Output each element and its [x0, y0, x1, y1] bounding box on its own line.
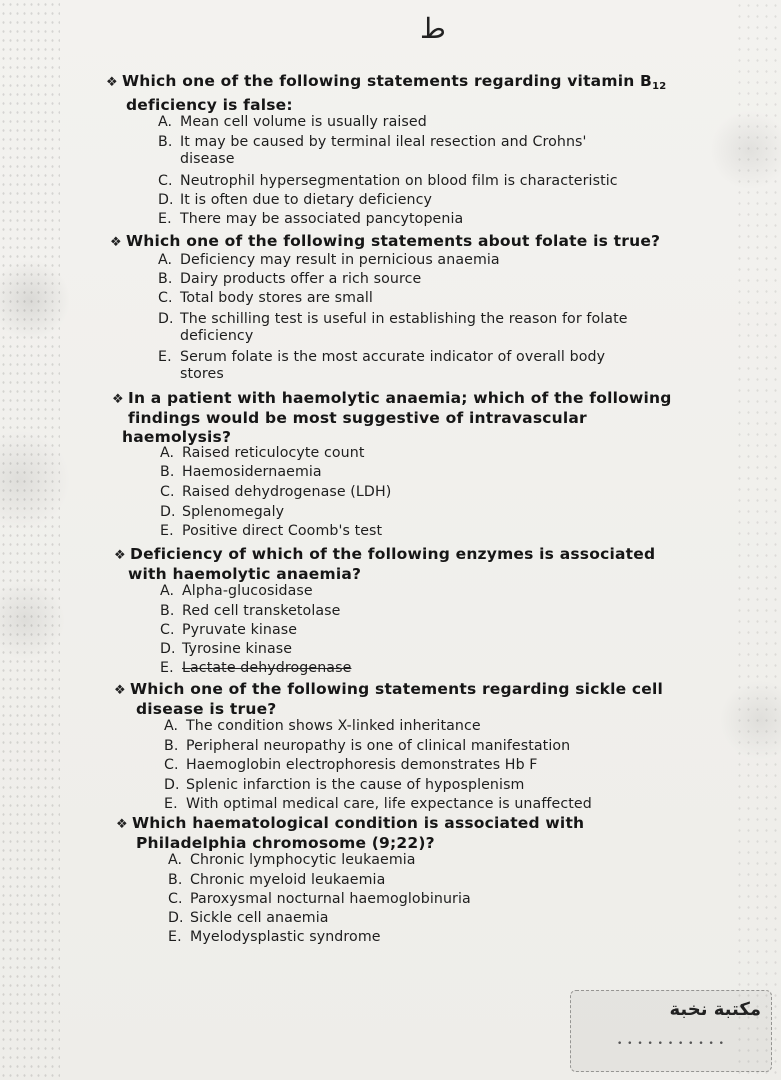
option: B. Red cell transketolase	[160, 603, 341, 619]
option: B. It may be caused by terminal ileal resection and Crohns' disease	[158, 134, 587, 167]
option: D. The schilling test is useful in establishing the reason for folate deficiency	[158, 311, 628, 344]
question-stem: ❖ Which haematological condition is associated with Philadelphia chromosome (9;22)?	[116, 814, 585, 852]
option: B. Chronic myeloid leukaemia	[168, 872, 386, 888]
diamond-bullet-icon: ❖	[110, 235, 122, 250]
diamond-bullet-icon: ❖	[114, 548, 126, 563]
option: B. Dairy products offer a rich source	[158, 271, 422, 287]
option: E. With optimal medical care, life expectance is unaffected	[164, 796, 592, 812]
library-stamp: مكتبة نخبة • • • • • • • • • • •	[570, 990, 772, 1072]
option: E. Serum folate is the most accurate indicator of overall body stores	[158, 349, 606, 382]
question-stem: ❖ Which one of the following statements regarding sickle cell disease is true?	[114, 680, 664, 718]
question-stem: ❖ Which one of the following statements regarding vitamin $B_{12}$ deficiency is false:	[106, 72, 667, 114]
question-stem: ❖ Deficiency of which of the following enzymes is associated with haemolytic anaemia?	[114, 545, 656, 583]
option: D. It is often due to dietary deficiency	[158, 192, 433, 208]
option: A. Deficiency may result in pernicious anaemia	[158, 252, 500, 268]
stamp-decoration: • • • • • • • • • • •	[616, 1039, 725, 1049]
option: C. Total body stores are small	[158, 290, 373, 306]
option: A. Chronic lymphocytic leukaemia	[168, 852, 416, 868]
option: D. Splenic infarction is the cause of hyposplenism	[164, 777, 525, 793]
option: A. Raised reticulocyte count	[160, 445, 365, 461]
diamond-bullet-icon: ❖	[106, 75, 118, 90]
question-stem: ❖ Which one of the following statements about folate is true?	[110, 232, 661, 250]
diamond-bullet-icon: ❖	[116, 817, 128, 832]
option: C. Raised dehydrogenase (LDH)	[160, 484, 392, 500]
option: C. Pyruvate kinase	[160, 622, 298, 638]
header-handwritten-mark: ط	[420, 12, 446, 45]
option: D. Tyrosine kinase	[160, 641, 293, 657]
diamond-bullet-icon: ❖	[112, 392, 124, 407]
option: E. Positive direct Coomb's test	[160, 523, 383, 539]
option: A. Mean cell volume is usually raised	[158, 114, 427, 130]
option: B. Peripheral neuropathy is one of clinical manifestation	[164, 738, 571, 754]
option: D. Sickle cell anaemia	[168, 910, 329, 926]
option: C. Paroxysmal nocturnal haemoglobinuria	[168, 891, 471, 907]
scan-noise-left	[0, 0, 60, 1080]
option: E. Lactate dehydrogenase	[160, 660, 352, 676]
option: B. Haemosidernaemia	[160, 464, 322, 480]
option: E. Myelodysplastic syndrome	[168, 929, 381, 945]
option: E. There may be associated pancytopenia	[158, 211, 464, 227]
scan-noise-right	[735, 0, 781, 1080]
option: D. Splenomegaly	[160, 504, 285, 520]
option: C. Haemoglobin electrophoresis demonstrates Hb F	[164, 757, 538, 773]
option: C. Neutrophil hypersegmentation on blood film is characteristic	[158, 173, 618, 189]
question-stem: ❖ In a patient with haemolytic anaemia; which of the following findings would be most suggestive of intravascular haemolysis?	[112, 389, 672, 446]
diamond-bullet-icon: ❖	[114, 683, 126, 698]
option: A. The condition shows X-linked inheritance	[164, 718, 481, 734]
option: A. Alpha-glucosidase	[160, 583, 313, 599]
